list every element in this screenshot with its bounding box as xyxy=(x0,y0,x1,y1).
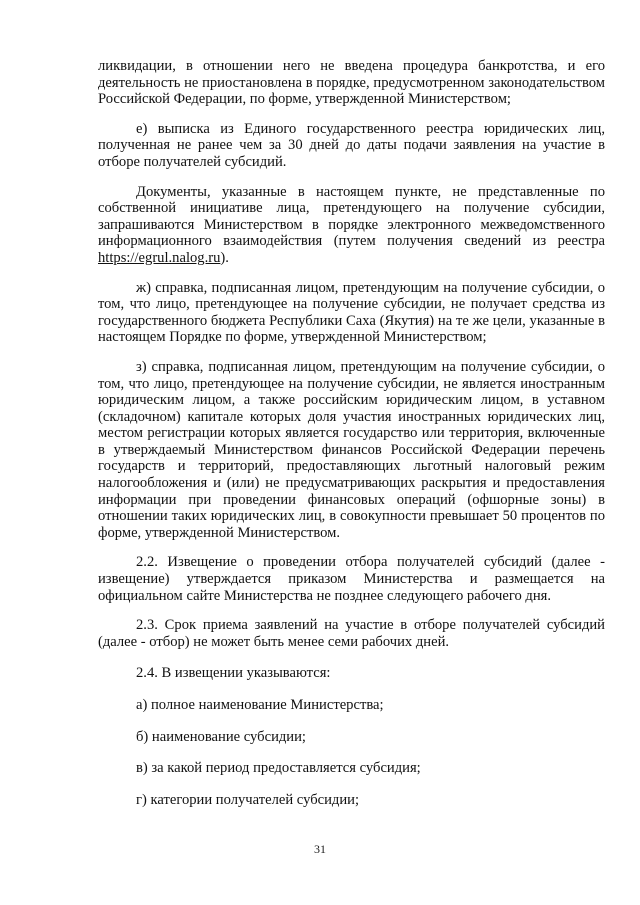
egrul-link[interactable]: https://egrul.nalog.ru xyxy=(98,249,221,266)
list-item-v: в) за какой период предоставляется субсидия; xyxy=(136,760,421,777)
paragraph-documents-text-after: ). xyxy=(220,249,229,266)
document-body xyxy=(98,58,605,808)
list-item-b: б) наименование субсидии; xyxy=(136,728,306,745)
page-number: 31 xyxy=(314,842,326,856)
paragraph-2-3-deadline: 2.3. Срок приема заявлений на участие в отборе получателей субсидий (далее - отбор) не может быть менее семи рабочих дней. xyxy=(98,617,605,650)
paragraph-item-z: з) справка, подписанная лицом, претендующим на получение субсидии, о том, что лицо, претендующее на получение субсидии, не является иностранным юридическим лицом, а также российским юридическим лицом, в уставном (складочном) капитале которых доля участия иностранных юридических лиц, местом регистрации которых является государство или территория, включенные в утверждаемый Министерством финансов Российской Федерации перечень государств и территорий, предоставляющих льготный налоговый режим налогообложения и (или) не предусматривающих раскрытия и предоставления информации при проведении финансовых операций (офшорные зоны) в отношении таких юридических лиц, в совокупности превышает 50 процентов по форме, утвержденной Министерством. xyxy=(98,358,605,541)
paragraph-item-e: е) выписка из Единого государственного реестра юридических лиц, полученная не ранее чем за 30 дней до даты подачи заявления на участие в отборе получателей субсидий. xyxy=(98,120,605,170)
paragraph-2-4-heading: 2.4. В извещении указываются: xyxy=(136,665,331,682)
paragraph-documents-text: Документы, указанные в настоящем пункте, не представленные по собственной инициативе лица, претендующего на получение субсидии, запрашиваются Министерством в порядке электронного межведомственного информационного взаимодействия (путем получения сведений из реестра xyxy=(98,183,605,250)
paragraph-item-zh: ж) справка, подписанная лицом, претендующим на получение субсидии, о том, что лицо, претендующее на получение субсидии, не получает средства из государственного бюджета Республики Саха (Якутия) на те же цели, указанные в настоящем Порядке по форме, утвержденной Министерством; xyxy=(98,279,605,346)
list-item-g: г) категории получателей субсидии; xyxy=(136,791,360,808)
paragraph-documents-request xyxy=(98,184,605,267)
paragraph-liquidation-continuation: ликвидации, в отношении него не введена процедура банкротства, и его деятельность не приостановлена в порядке, предусмотренном законодательством Российской Федерации, по форме, утвержденной Министерством; xyxy=(98,58,605,108)
list-item-a: а) полное наименование Министерства; xyxy=(136,697,384,713)
paragraph-2-2-notice: 2.2. Извещение о проведении отбора получателей субсидий (далее - извещение) утверждается приказом Министерства и размещается на официальном сайте Министерства не позднее следующего рабочего дня. xyxy=(98,554,605,604)
